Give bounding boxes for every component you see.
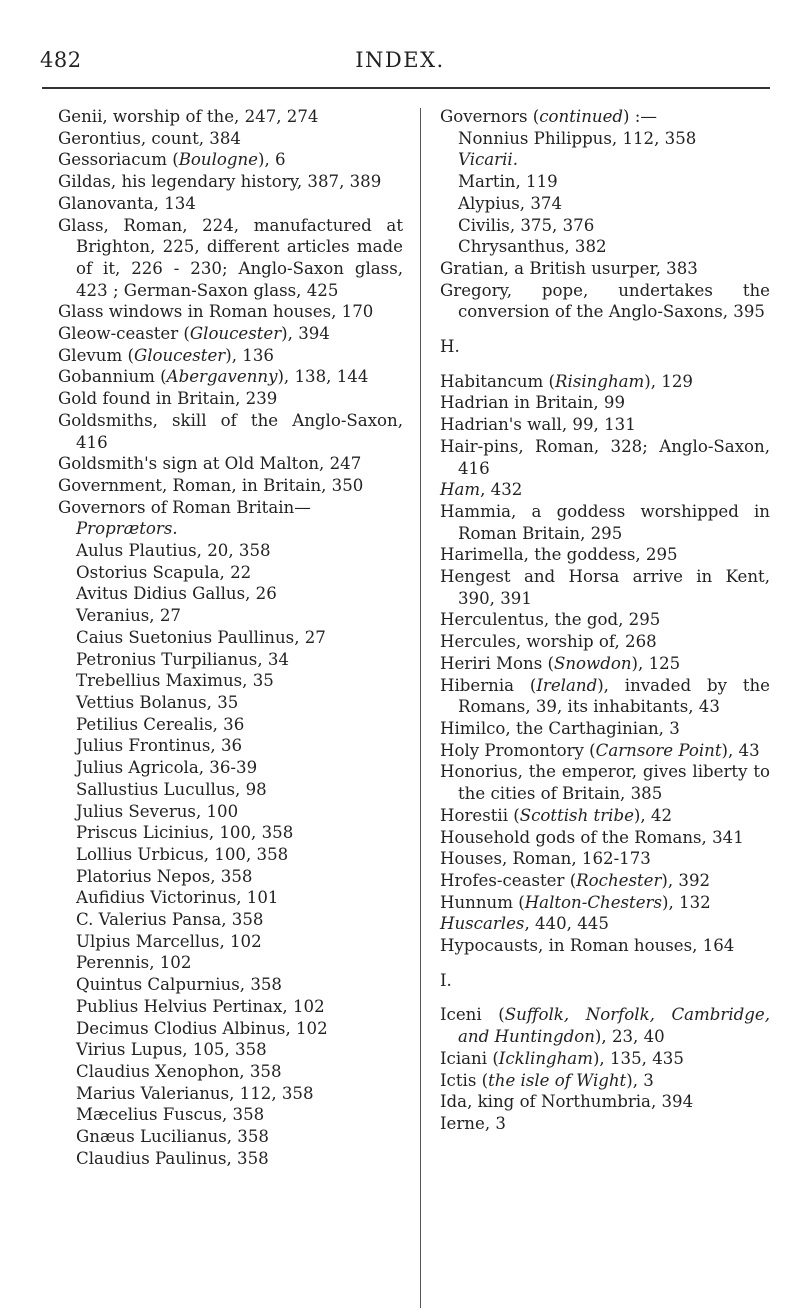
index-entry: Hadrian's wall, 99, 131 bbox=[440, 415, 636, 435]
index-entry: Household gods of the Romans, 341 bbox=[440, 827, 744, 847]
governors-list bbox=[58, 540, 403, 1169]
governor-entry: Marius Valerianus, 112, 358 bbox=[76, 1083, 314, 1103]
running-title: INDEX. bbox=[355, 48, 445, 72]
index-entry: Gildas, his legendary history, 387, 389 bbox=[58, 172, 382, 192]
index-entry: Hypocausts, in Roman houses, 164 bbox=[440, 936, 735, 956]
left-column bbox=[58, 106, 403, 1169]
governor-entry: Priscus Licinius, 100, 358 bbox=[76, 823, 294, 843]
index-entry: Iciani (Icklingham), 135, 435 bbox=[440, 1048, 684, 1068]
section-letter-i: I. bbox=[440, 970, 452, 990]
index-entry: Gratian, a British usurper, 383 bbox=[440, 258, 698, 278]
governor-entry: Trebellius Maximus, 35 bbox=[76, 671, 274, 691]
page-number: 482 bbox=[40, 48, 82, 72]
right-column bbox=[440, 106, 770, 1135]
index-entry: Iceni (Suffolk, Norfolk, Cambridge, and Huntingdon), 23, 40 bbox=[440, 1005, 770, 1047]
index-entry: Governors (continued) :— bbox=[440, 107, 657, 126]
governor-entry: Virius Lupus, 105, 358 bbox=[76, 1040, 267, 1060]
governor-entry: Publius Helvius Pertinax, 102 bbox=[76, 996, 325, 1016]
governor-entry: Vettius Bolanus, 35 bbox=[76, 692, 239, 712]
governor-entry: Julius Severus, 100 bbox=[76, 801, 239, 821]
index-subentry: Chrysanthus, 382 bbox=[458, 237, 607, 257]
index-entry: Hunnum (Halton-Chesters), 132 bbox=[440, 892, 711, 912]
propraetors-heading: Proprætors. bbox=[76, 519, 178, 539]
governor-entry: Decimus Clodius Albinus, 102 bbox=[76, 1018, 328, 1038]
governor-entry: Platorius Nepos, 358 bbox=[76, 866, 253, 886]
governor-entry: Gnæus Lucilianus, 358 bbox=[76, 1127, 269, 1147]
governor-entry: Petilius Cerealis, 36 bbox=[76, 714, 245, 734]
governor-entry: Julius Agricola, 36-39 bbox=[76, 758, 258, 778]
index-entry: Houses, Roman, 162-173 bbox=[440, 849, 651, 869]
index-entry: Hair-pins, Roman, 328; Anglo-Saxon, 416 bbox=[440, 436, 770, 478]
index-entry: Heriri Mons (Snowdon), 125 bbox=[440, 653, 681, 673]
index-entry: Gleow-ceaster (Gloucester), 394 bbox=[58, 324, 330, 344]
index-entry: Horestii (Scottish tribe), 42 bbox=[440, 805, 673, 825]
governor-entry: Ostorius Scapula, 22 bbox=[76, 562, 252, 582]
index-entry: Huscarles, 440, 445 bbox=[440, 914, 609, 934]
index-entry: Gold found in Britain, 239 bbox=[58, 389, 278, 409]
governor-entry: Perennis, 102 bbox=[76, 953, 192, 973]
index-subentry: Civilis, 375, 376 bbox=[458, 215, 595, 235]
governor-entry: Sallustius Lucullus, 98 bbox=[76, 779, 267, 799]
governor-entry: Ulpius Marcellus, 102 bbox=[76, 931, 262, 951]
index-entry: Habitancum (Risingham), 129 bbox=[440, 371, 693, 391]
index-entry: Hadrian in Britain, 99 bbox=[440, 393, 626, 413]
index-entry: Hercules, worship of, 268 bbox=[440, 632, 657, 652]
vicarii-heading: Vicarii. bbox=[458, 150, 519, 170]
column-divider bbox=[420, 108, 421, 1308]
index-subentry: Alypius, 374 bbox=[458, 193, 563, 213]
index-entry: Ida, king of Northumbria, 394 bbox=[440, 1092, 694, 1112]
index-entry: Governors of Roman Britain— bbox=[58, 497, 311, 517]
index-entry: Glass windows in Roman houses, 170 bbox=[58, 302, 374, 322]
index-subentry: Nonnius Philippus, 112, 358 bbox=[458, 128, 697, 148]
index-entry: Holy Promontory (Carnsore Point), 43 bbox=[440, 740, 760, 760]
governor-entry: Aulus Plautius, 20, 358 bbox=[76, 541, 271, 561]
governor-entry: Quintus Calpurnius, 358 bbox=[76, 975, 282, 995]
index-entry: Hammia, a goddess worshipped in Roman Britain, 295 bbox=[440, 501, 770, 543]
index-entry: Gobannium (Abergavenny), 138, 144 bbox=[58, 367, 369, 387]
governor-entry: C. Valerius Pansa, 358 bbox=[76, 910, 264, 930]
index-entry: Ierne, 3 bbox=[440, 1113, 506, 1133]
governor-entry: Avitus Didius Gallus, 26 bbox=[76, 584, 277, 604]
index-entry: Gessoriacum (Boulogne), 6 bbox=[58, 150, 286, 170]
governor-entry: Caius Suetonius Paullinus, 27 bbox=[76, 627, 326, 647]
index-entry: Genii, worship of the, 247, 274 bbox=[58, 107, 319, 126]
index-entry: Goldsmiths, skill of the Anglo-Saxon, 416 bbox=[58, 410, 403, 452]
index-entry: Harimella, the goddess, 295 bbox=[440, 545, 678, 565]
governor-entry: Veranius, 27 bbox=[76, 606, 181, 626]
index-entry: Himilco, the Carthaginian, 3 bbox=[440, 718, 680, 738]
governor-entry: Claudius Paulinus, 358 bbox=[76, 1148, 269, 1168]
index-entry: Herculentus, the god, 295 bbox=[440, 610, 661, 630]
index-entry: Glevum (Gloucester), 136 bbox=[58, 345, 274, 365]
index-entry: Hengest and Horsa arrive in Kent, 390, 391 bbox=[440, 567, 770, 608]
index-entry: Glanovanta, 134 bbox=[58, 193, 196, 213]
index-entry: Honorius, the emperor, gives liberty to the cities of Britain, 385 bbox=[440, 762, 770, 804]
index-entry: Government, Roman, in Britain, 350 bbox=[58, 475, 364, 495]
governor-entry: Aufidius Victorinus, 101 bbox=[76, 888, 279, 908]
governor-entry: Julius Frontinus, 36 bbox=[76, 736, 243, 756]
index-entry: Glass, Roman, 224, manufactured at Brighton, 225, different articles made of it, 226 - 230; Anglo-Saxon glass, 423 ; German-Saxon glass, 425 bbox=[58, 215, 403, 300]
index-entry: Hibernia (Ireland), invaded by the Romans, 39, its inhabitants, 43 bbox=[440, 675, 770, 717]
index-entry: Ictis (the isle of Wight), 3 bbox=[440, 1070, 654, 1090]
index-entry: Gregory, pope, undertakes the conversion of the Anglo-Saxons, 395 bbox=[440, 280, 770, 322]
governor-entry: Mæcelius Fuscus, 358 bbox=[76, 1105, 265, 1125]
index-entry: Goldsmith's sign at Old Malton, 247 bbox=[58, 454, 362, 474]
governor-entry: Lollius Urbicus, 100, 358 bbox=[76, 844, 289, 864]
header-rule bbox=[42, 87, 770, 89]
governor-entry: Petronius Turpilianus, 34 bbox=[76, 649, 289, 669]
index-entry: Ham, 432 bbox=[440, 480, 523, 500]
index-entry: Gerontius, count, 384 bbox=[58, 128, 241, 148]
index-subentry: Martin, 119 bbox=[458, 172, 558, 192]
section-letter-h: H. bbox=[440, 337, 460, 357]
governor-entry: Claudius Xenophon, 358 bbox=[76, 1061, 282, 1081]
index-entry: Hrofes-ceaster (Rochester), 392 bbox=[440, 870, 711, 890]
